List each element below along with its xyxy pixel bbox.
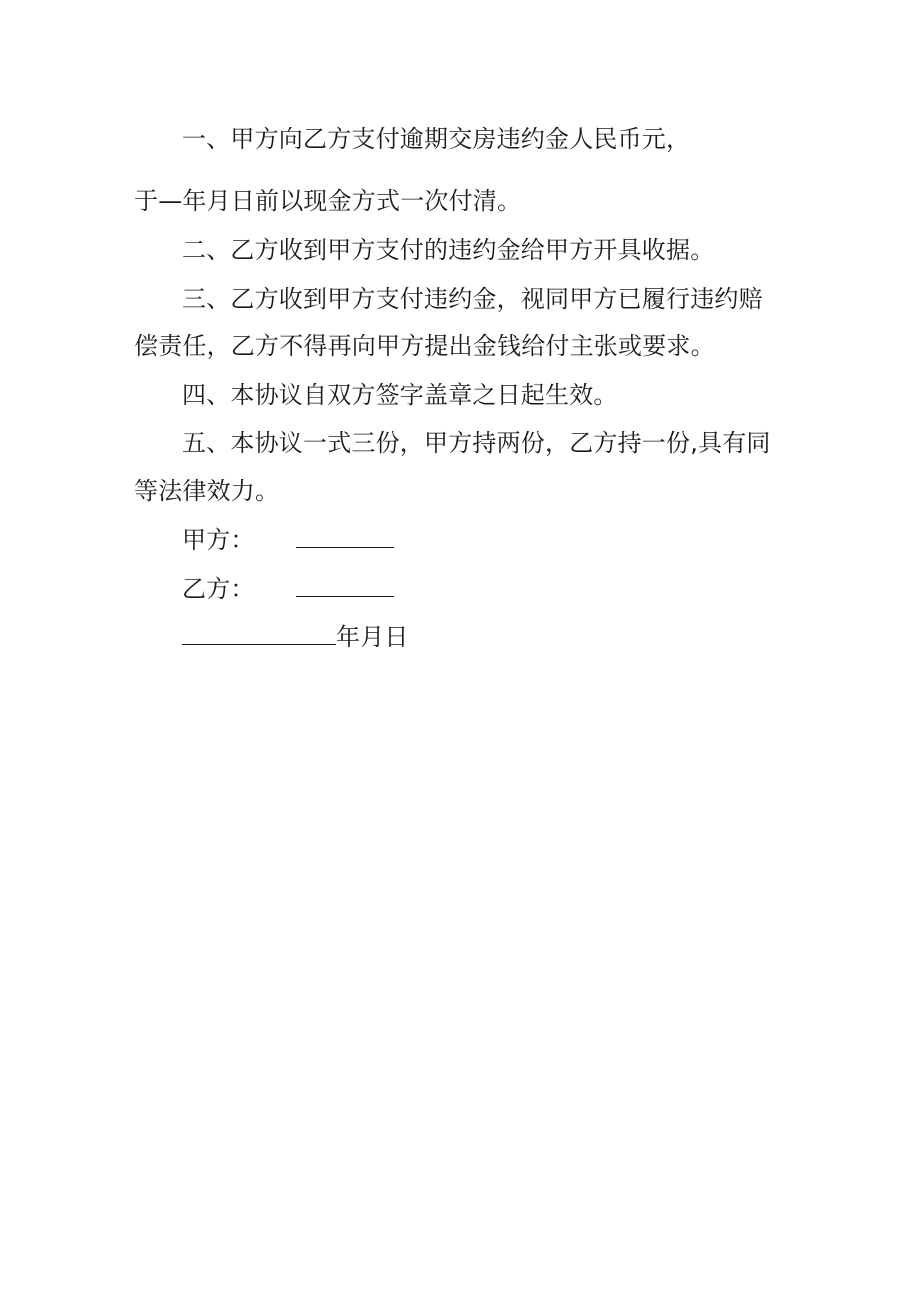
clause-4: 四、本协议自双方签字盖章之日起生效。 [182,381,618,409]
party-b-signature [182,574,394,604]
clause-1-line-1: 一、甲方向乙方支付逾期交房违约金人民币元， [182,125,691,153]
party-a-signature [182,525,394,555]
clause-5-line-2: 等法律效力。 [134,477,280,505]
clause-5-line-1: 五、本协议一式三份，甲方持两份，乙方持一份,具有同 [182,429,771,457]
signing-date [182,622,409,652]
party-b-label: 乙方： [182,575,255,603]
party-a-signature-blank[interactable] [296,525,394,548]
date-suffix: 年月日 [336,623,409,651]
clause-3-line-1: 三、乙方收到甲方支付违约金，视同甲方已履行违约赔 [182,285,763,313]
clause-3-line-2: 偿责任，乙方不得再向甲方提出金钱给付主张或要求。 [134,332,715,360]
date-blank[interactable] [182,622,336,645]
party-b-signature-blank[interactable] [296,574,394,597]
clause-2: 二、乙方收到甲方支付的违约金给甲方开具收据。 [182,236,715,264]
party-a-label: 甲方： [182,526,255,554]
clause-1-line-2: 于—年月日前以现金方式一次付清。 [134,187,522,215]
